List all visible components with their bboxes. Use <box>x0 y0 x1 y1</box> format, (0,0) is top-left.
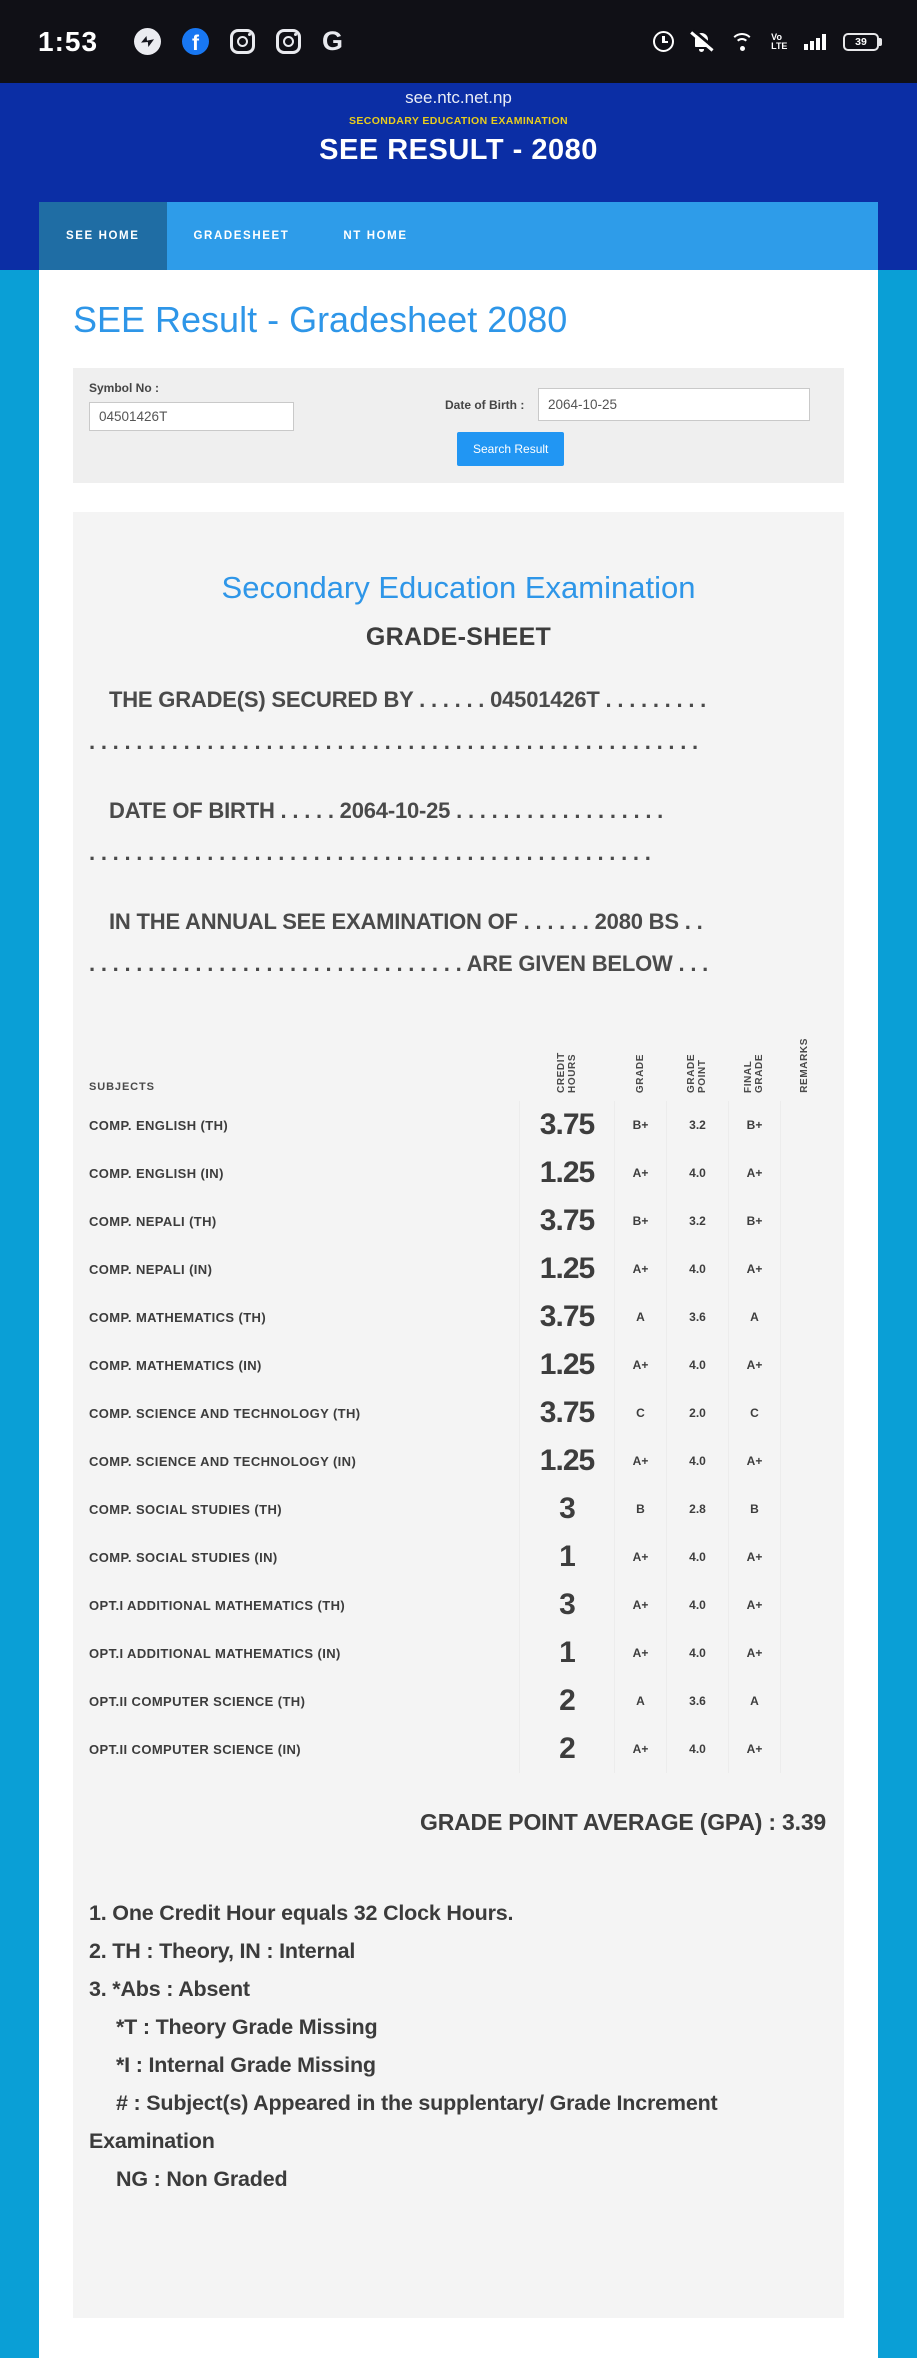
date-of-birth-dots: . . . . . . . . . . . . . . . . . . . . . . . . . . . . . . . . . . . . . . . . . . . . . . . . <box>89 840 651 865</box>
table-row <box>89 1293 828 1341</box>
remarks-value <box>780 1149 828 1197</box>
remarks-value <box>780 1581 828 1629</box>
grade-value: A <box>614 1293 666 1341</box>
tab-nt-home[interactable]: NT HOME <box>343 230 408 242</box>
gradesheet-heading: Secondary Education Examination <box>221 570 696 605</box>
subject-name: COMP. SCIENCE AND TECHNOLOGY (TH) <box>89 1405 361 1421</box>
address-url[interactable]: see.ntc.net.np <box>405 88 512 107</box>
credit-hours-value: 3 <box>519 1581 614 1629</box>
table-row <box>89 1245 828 1293</box>
grade-point-value: 4.0 <box>666 1149 728 1197</box>
column-header-final-grade: FINAL GRADE <box>743 1053 765 1093</box>
subject-name: COMP. MATHEMATICS (TH) <box>89 1309 267 1325</box>
remarks-value <box>780 1437 828 1485</box>
remarks-value <box>780 1677 828 1725</box>
page-body <box>0 270 917 2358</box>
tab-gradesheet[interactable]: GRADESHEET <box>193 230 290 242</box>
date-of-birth-paragraph <box>89 790 828 874</box>
grade-value: A <box>614 1677 666 1725</box>
remarks-value <box>780 1101 828 1149</box>
remarks-value <box>780 1725 828 1773</box>
nav-strip <box>0 202 917 270</box>
instagram-icon <box>276 29 301 54</box>
grade-value: A+ <box>614 1437 666 1485</box>
credit-hours-value: 1.25 <box>519 1341 614 1389</box>
subject-name: COMP. ENGLISH (TH) <box>89 1117 229 1133</box>
grade-point-value: 4.0 <box>666 1245 728 1293</box>
final-grade-value: B+ <box>728 1101 780 1149</box>
exam-year-paragraph <box>89 901 828 985</box>
grade-point-value: 3.6 <box>666 1293 728 1341</box>
grade-point-value: 2.8 <box>666 1485 728 1533</box>
notification-app-icons <box>134 26 343 57</box>
footnotes <box>89 1894 828 2198</box>
credit-hours-value: 3.75 <box>519 1101 614 1149</box>
credit-hours-value: 3 <box>519 1485 614 1533</box>
final-grade-value: C <box>728 1389 780 1437</box>
grade-point-value: 3.2 <box>666 1101 728 1149</box>
subject-name: COMP. SOCIAL STUDIES (IN) <box>89 1549 278 1565</box>
remarks-value <box>780 1197 828 1245</box>
volte-bottom-label: LTE <box>771 40 788 51</box>
final-grade-value: A+ <box>728 1149 780 1197</box>
remarks-value <box>780 1389 828 1437</box>
grades-table <box>89 1015 828 1773</box>
gradesheet-subheading: GRADE-SHEET <box>365 623 552 651</box>
subject-name: COMP. SOCIAL STUDIES (TH) <box>89 1501 282 1517</box>
credit-hours-value: 1.25 <box>519 1437 614 1485</box>
column-header-remarks: REMARKS <box>798 1038 810 1093</box>
grade-value: A+ <box>614 1533 666 1581</box>
table-row <box>89 1437 828 1485</box>
dob-label: Date of Birth : <box>445 397 525 412</box>
exam-year-line: IN THE ANNUAL SEE EXAMINATION OF . . . . . . 2080 BS . . <box>109 909 703 934</box>
subject-name: OPT.I ADDITIONAL MATHEMATICS (TH) <box>89 1597 346 1613</box>
subject-name: COMP. SCIENCE AND TECHNOLOGY (IN) <box>89 1453 357 1469</box>
credit-hours-value: 1 <box>519 1533 614 1581</box>
secured-by-line: THE GRADE(S) SECURED BY . . . . . . 04501426T . . . . . . . . . <box>109 687 707 712</box>
note-item: *I : Internal Grade Missing <box>116 2053 376 2077</box>
messenger-icon <box>134 28 161 55</box>
table-row <box>89 1677 828 1725</box>
credit-hours-value: 3.75 <box>519 1293 614 1341</box>
final-grade-value: A+ <box>728 1245 780 1293</box>
credit-hours-value: 1 <box>519 1629 614 1677</box>
subject-name: COMP. NEPALI (IN) <box>89 1261 213 1277</box>
credit-hours-value: 1.25 <box>519 1245 614 1293</box>
subject-name: OPT.II COMPUTER SCIENCE (IN) <box>89 1741 301 1757</box>
final-grade-value: A+ <box>728 1437 780 1485</box>
final-grade-value: A+ <box>728 1581 780 1629</box>
grade-point-value: 3.6 <box>666 1677 728 1725</box>
grade-point-value: 3.2 <box>666 1197 728 1245</box>
note-item: NG : Non Graded <box>116 2167 288 2191</box>
search-form <box>73 368 844 483</box>
table-row <box>89 1533 828 1581</box>
final-grade-value: A+ <box>728 1629 780 1677</box>
column-header-subjects: SUBJECTS <box>89 1081 155 1093</box>
grade-value: A+ <box>614 1245 666 1293</box>
final-grade-value: A+ <box>728 1341 780 1389</box>
grade-point-value: 4.0 <box>666 1629 728 1677</box>
symbol-no-label: Symbol No : <box>89 381 160 395</box>
subject-name: COMP. NEPALI (TH) <box>89 1213 217 1229</box>
note-item: 2. TH : Theory, IN : Internal <box>89 1939 356 1963</box>
table-row <box>89 1341 828 1389</box>
table-row <box>89 1485 828 1533</box>
remarks-value <box>780 1341 828 1389</box>
grade-point-value: 4.0 <box>666 1581 728 1629</box>
site-title: SEE RESULT - 2080 <box>319 134 598 166</box>
grade-value: C <box>614 1389 666 1437</box>
subject-name: OPT.I ADDITIONAL MATHEMATICS (IN) <box>89 1645 341 1661</box>
column-header-credit-hours: CREDIT HOURS <box>555 1052 578 1093</box>
grade-value: A+ <box>614 1629 666 1677</box>
table-row <box>89 1725 828 1773</box>
search-result-button[interactable]: Search Result <box>457 432 564 466</box>
content-card <box>39 270 878 2358</box>
final-grade-value: A+ <box>728 1725 780 1773</box>
volte-top-label: Vo <box>771 31 782 42</box>
table-row <box>89 1629 828 1677</box>
grade-value: B+ <box>614 1101 666 1149</box>
final-grade-value: A <box>728 1677 780 1725</box>
wifi-icon <box>730 33 754 51</box>
dob-group <box>445 381 810 466</box>
grade-point-value: 4.0 <box>666 1725 728 1773</box>
final-grade-value: B+ <box>728 1197 780 1245</box>
final-grade-value: A+ <box>728 1533 780 1581</box>
credit-hours-value: 3.75 <box>519 1389 614 1437</box>
table-row <box>89 1101 828 1149</box>
grades-table-header <box>89 1015 828 1101</box>
secured-by-dots: . . . . . . . . . . . . . . . . . . . . . . . . . . . . . . . . . . . . . . . . . . . . . . . . . . . . <box>89 729 698 754</box>
grade-point-value: 4.0 <box>666 1341 728 1389</box>
organization-label: SECONDARY EDUCATION EXAMINATION <box>348 115 569 127</box>
note-item: *T : Theory Grade Missing <box>116 2015 378 2039</box>
table-row <box>89 1149 828 1197</box>
grade-value: A+ <box>614 1581 666 1629</box>
page-title: SEE Result - Gradesheet 2080 <box>73 299 568 340</box>
signal-strength-icon <box>804 34 826 50</box>
status-indicators <box>653 31 879 53</box>
clock-time: 1:53 <box>38 25 99 57</box>
volte-icon <box>771 33 787 51</box>
grade-value: B+ <box>614 1197 666 1245</box>
credit-hours-value: 2 <box>519 1725 614 1773</box>
column-header-grade: GRADE <box>634 1053 646 1093</box>
secured-by-paragraph <box>89 679 828 763</box>
grade-point-value: 2.0 <box>666 1389 728 1437</box>
dob-input[interactable] <box>538 388 810 421</box>
credit-hours-value: 2 <box>519 1677 614 1725</box>
status-bar <box>0 0 917 83</box>
note-item: # : Subject(s) Appeared in the supplentary/ Grade Increment Examination <box>89 2091 718 2153</box>
grade-value: A+ <box>614 1341 666 1389</box>
note-item: 3. *Abs : Absent <box>89 1977 250 2001</box>
symbol-group <box>89 381 359 466</box>
site-header <box>0 83 917 202</box>
grades-rows <box>89 1101 828 1773</box>
gpa-line: GRADE POINT AVERAGE (GPA) : 3.39 <box>420 1809 826 1835</box>
table-row <box>89 1581 828 1629</box>
grade-value: B <box>614 1485 666 1533</box>
final-grade-value: B <box>728 1485 780 1533</box>
table-row <box>89 1389 828 1437</box>
column-header-grade-point: GRADE POINT <box>686 1053 708 1093</box>
credit-hours-value: 1.25 <box>519 1149 614 1197</box>
table-row <box>89 1197 828 1245</box>
grade-value: A+ <box>614 1149 666 1197</box>
subject-name: COMP. MATHEMATICS (IN) <box>89 1357 262 1373</box>
grade-value: A+ <box>614 1725 666 1773</box>
symbol-no-input[interactable] <box>89 402 294 431</box>
nav-bar <box>39 202 878 270</box>
date-of-birth-line: DATE OF BIRTH . . . . . 2064-10-25 . . . . . . . . . . . . . . . . . . <box>109 798 664 823</box>
remarks-value <box>780 1629 828 1677</box>
remarks-value <box>780 1533 828 1581</box>
credit-hours-value: 3.75 <box>519 1197 614 1245</box>
note-item: 1. One Credit Hour equals 32 Clock Hours. <box>89 1901 514 1925</box>
alarm-clock-icon <box>653 31 674 52</box>
are-given-below-line: . . . . . . . . . . . . . . . . . . . . . . . . . . . . . . . . ARE GIVEN BELOW . . . <box>89 951 709 976</box>
remarks-value <box>780 1485 828 1533</box>
google-icon: G <box>322 26 344 56</box>
instagram-icon <box>230 29 255 54</box>
tab-see-home[interactable]: SEE HOME <box>39 202 167 270</box>
final-grade-value: A <box>728 1293 780 1341</box>
remarks-value <box>780 1293 828 1341</box>
gradesheet-panel <box>73 512 844 2318</box>
remarks-value <box>780 1245 828 1293</box>
notifications-off-icon <box>691 31 713 53</box>
battery-icon: 39 <box>843 33 879 51</box>
facebook-icon: f <box>182 28 209 55</box>
grade-point-value: 4.0 <box>666 1437 728 1485</box>
subject-name: COMP. ENGLISH (IN) <box>89 1165 224 1181</box>
subject-name: OPT.II COMPUTER SCIENCE (TH) <box>89 1693 306 1709</box>
grade-point-value: 4.0 <box>666 1533 728 1581</box>
